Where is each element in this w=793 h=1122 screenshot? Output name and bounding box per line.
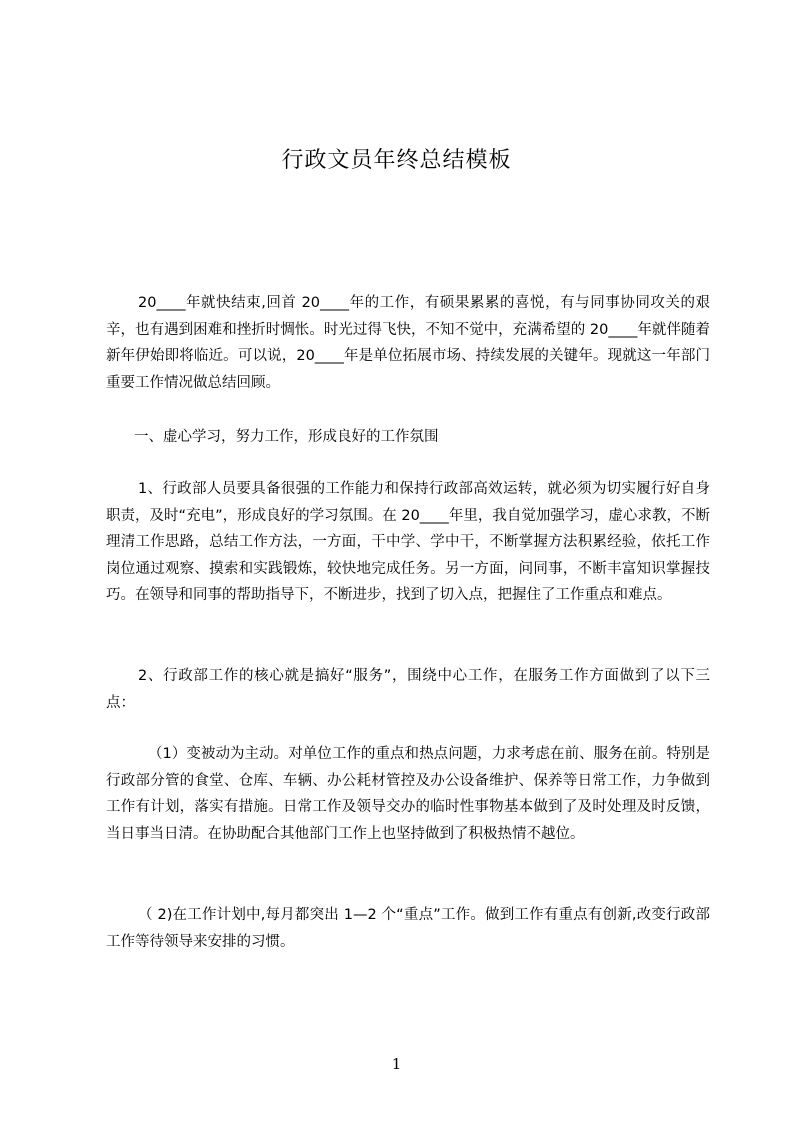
paragraph-service: 2、行政部工作的核心就是搞好“服务”，围绕中心工作，在服务工作方面做到了以下三点： bbox=[106, 668, 710, 711]
paragraph-point-1: （1）变被动为主动。对单位工作的重点和热点问题，力求考虑在前、服务在前。特别是行政部分管的食堂、仓库、车辆、办公耗材管控及办公设备维护、保养等日常工作，力争做到工作有计划，落实有措施。日常工作及领导交办的临时性事物基本做到了及时处理及时反馈，当日事当日清。在协助配合其他部门工作上也坚持做到了积极热情不越位。 bbox=[106, 746, 710, 842]
section-heading: 一、虚心学习，努力工作，形成良好的工作氛围 bbox=[134, 429, 439, 445]
page-number: 1 bbox=[391, 1055, 402, 1073]
paragraph-point-2: （ 2)在工作计划中,每月都突出 1—2 个“重点”工作。做到工作有重点有创新,改变行政部工作等待领导来安排的习惯。 bbox=[106, 907, 710, 950]
intro-paragraph: 20____年就快结束,回首 20____年的工作，有硕果累累的喜悦，有与同事协同攻关的艰辛，也有遇到困难和挫折时惆怅。时光过得飞快，不知不觉中，充满希望的 20____年就伴随着新年伊始即将临近。可以说，20____年是单位拓展市场、持续发展的关键年。现就这一年部门重要工作情况做总结回顾。 bbox=[106, 295, 710, 391]
paragraph-learning: 1、行政部人员要具备很强的工作能力和保持行政部高效运转，就必须为切实履行好自身职责，及时“充电”，形成良好的学习氛围。在 20____年里，我自觉加强学习，虚心求教，不断理清工作思路，总结工作方法，一方面，干中学、学中干，不断掌握方法积累经验，依托工作岗位通过观察、摸索和实践锻炼，较快地完成任务。另一方面，问同事，不断丰富知识掌握技巧。在领导和同事的帮助指导下，不断进步，找到了切入点，把握住了工作重点和难点。 bbox=[106, 481, 710, 603]
document-title: 行政文员年终总结模板 bbox=[281, 148, 512, 173]
